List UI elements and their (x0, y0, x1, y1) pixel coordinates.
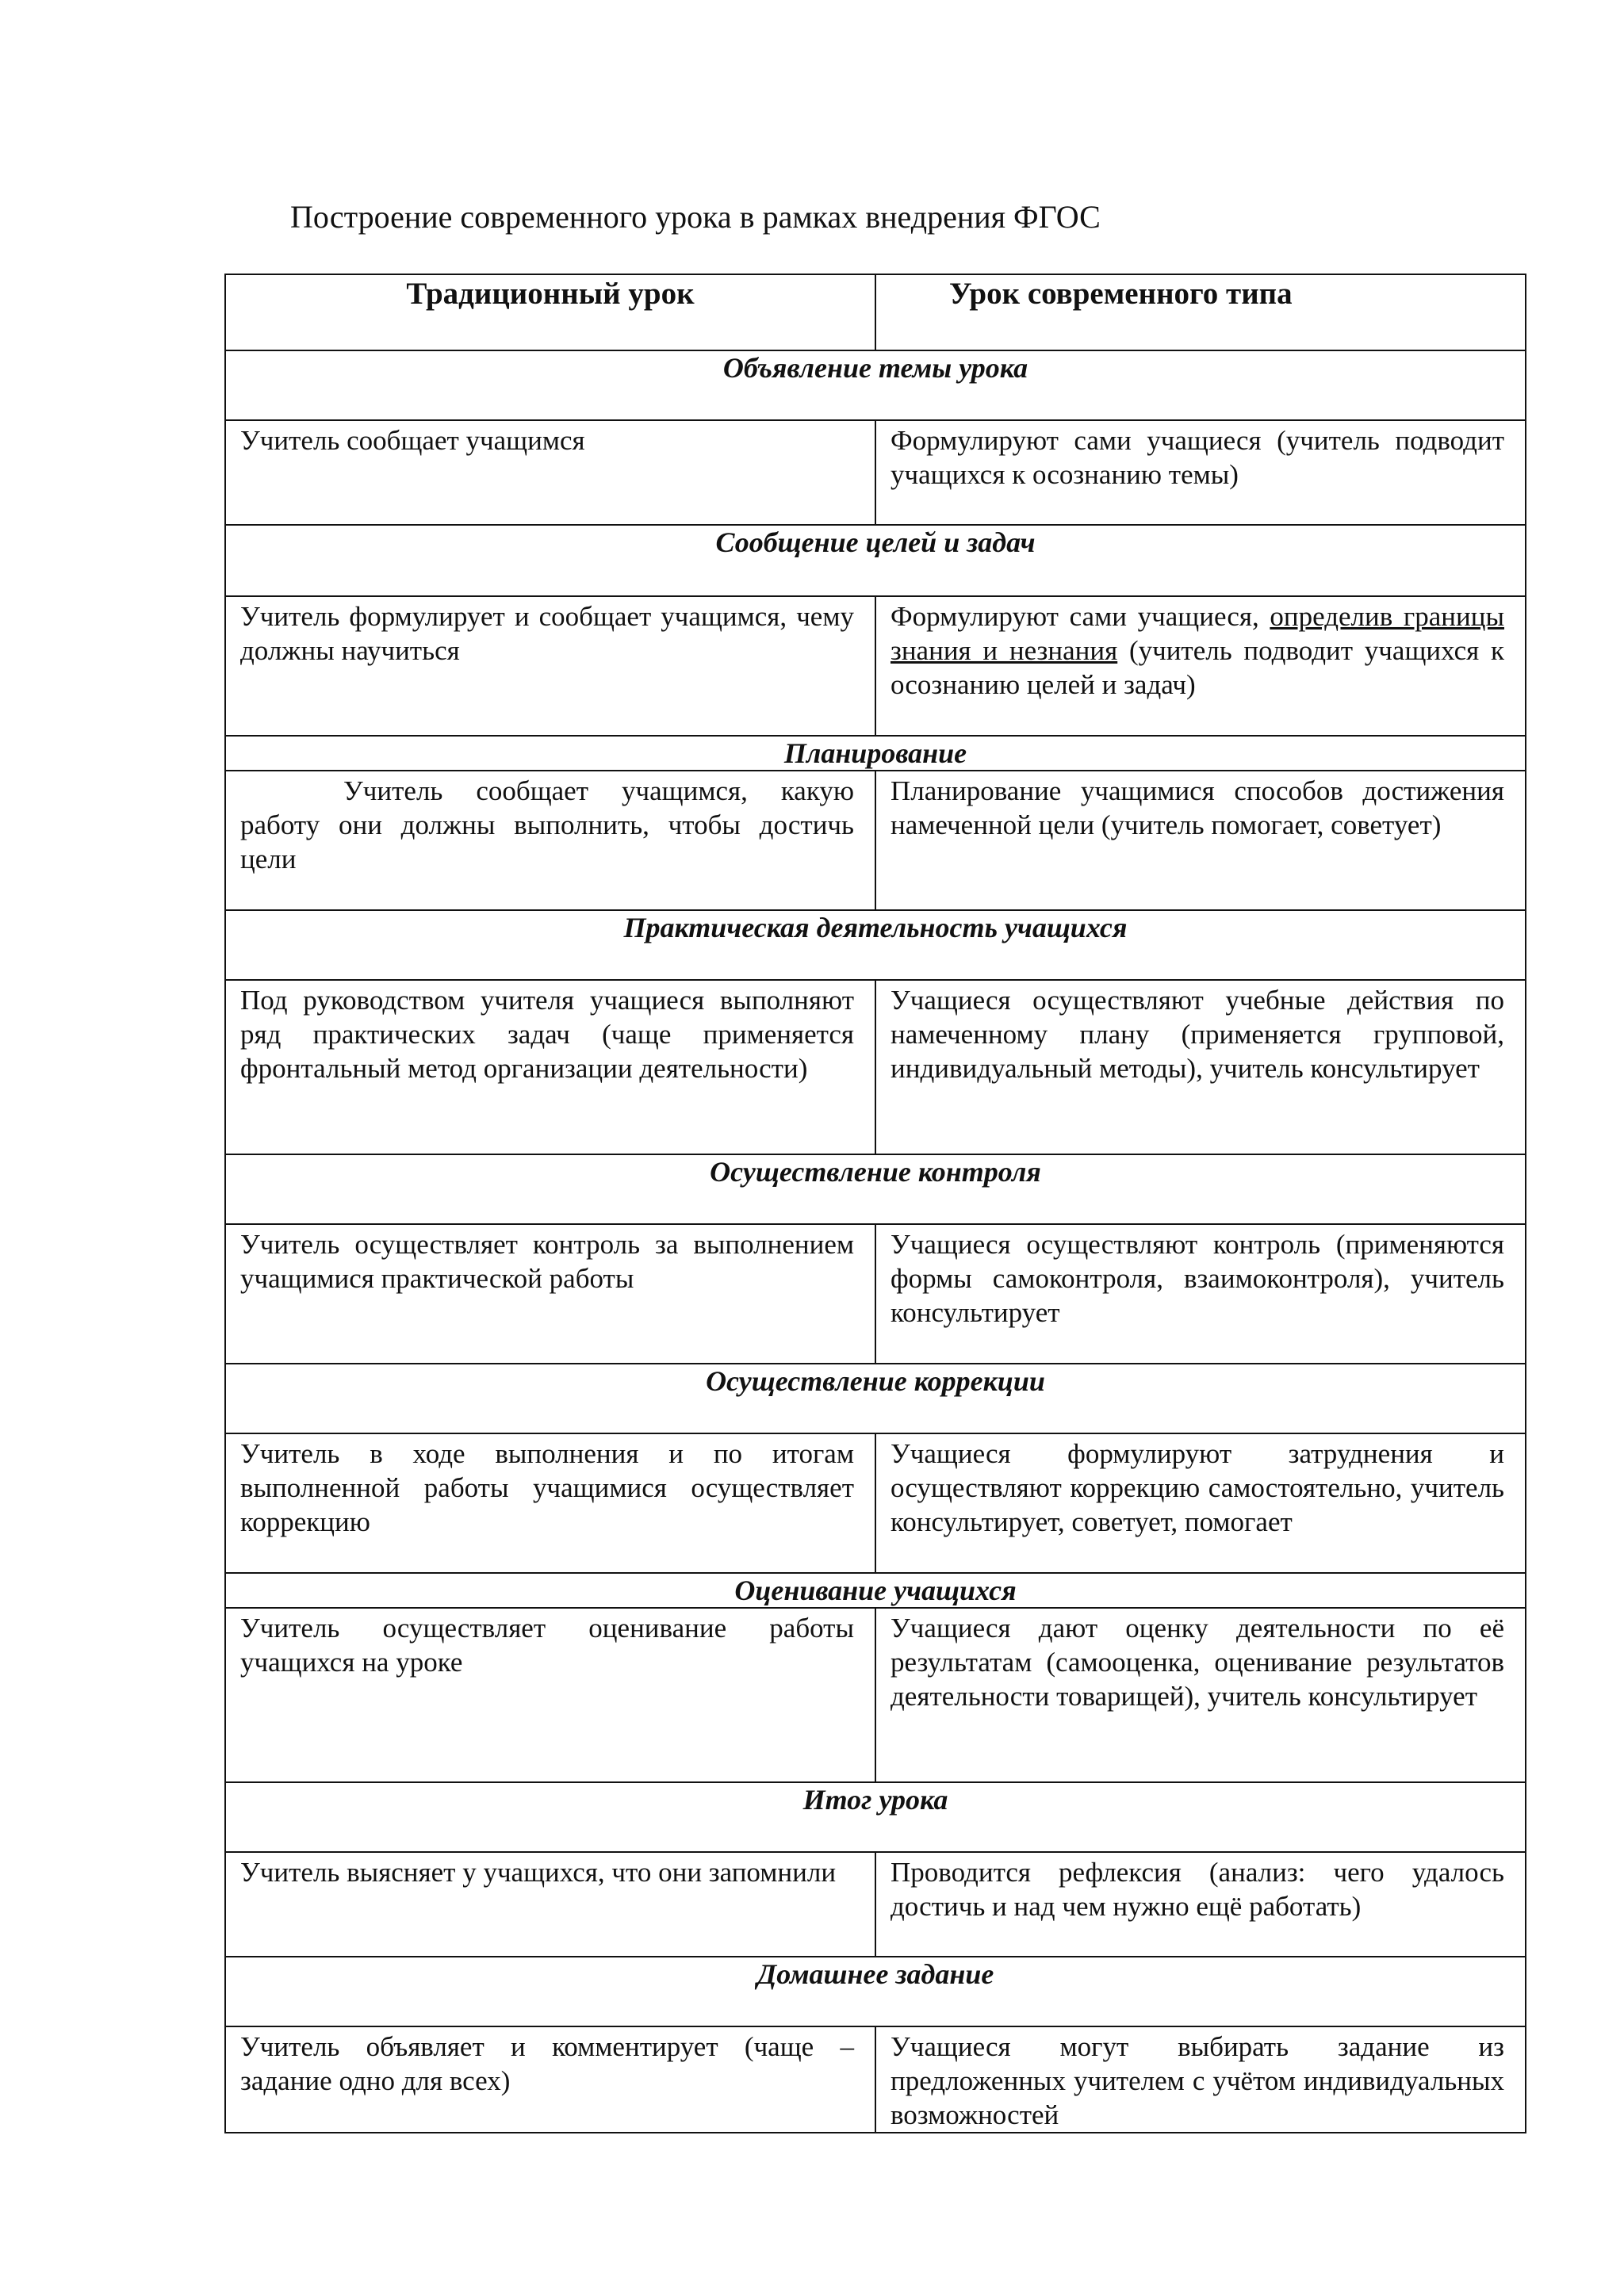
section-title: Осуществление коррекции (225, 1364, 1526, 1433)
section-title: Домашнее задание (225, 1957, 1526, 2026)
section-title: Осуществление контроля (225, 1154, 1526, 1224)
section-title: Оценивание учащихся (225, 1573, 1526, 1608)
modern-cell: Учащиеся осуществляют контроль (применяются формы самоконтроля, взаимоконтроля), учитель консультирует (875, 1224, 1526, 1364)
document-title: Построение современного урока в рамках внедрения ФГОС (290, 199, 1101, 235)
modern-cell: Учащиеся формулируют затруднения и осуществляют коррекцию самостоятельно, учитель консультирует, советует, помогает (875, 1433, 1526, 1573)
traditional-cell: Учитель осуществляет оценивание работы учащихся на уроке (225, 1608, 875, 1782)
table-row (225, 980, 1526, 1154)
modern-cell: Планирование учащимися способов достижения намеченной цели (учитель помогает, советует) (875, 771, 1526, 910)
modern-text: Формулируют сами учащиеся, (891, 601, 1270, 632)
table-row (225, 1433, 1526, 1573)
traditional-cell: Учитель сообщает учащимся, какую работу они должны выполнить, чтобы достичь цели (225, 771, 875, 910)
table-row (225, 1608, 1526, 1782)
section-title: Итог урока (225, 1782, 1526, 1852)
traditional-cell: Учитель формулирует и сообщает учащимся, чему должны научиться (225, 596, 875, 736)
section-title: Планирование (225, 736, 1526, 771)
modern-cell: Учащиеся дают оценку деятельности по её результатам (самооценка, оценивание результатов деятельности товарищей), учитель консультирует (875, 1608, 1526, 1782)
section-row (225, 350, 1526, 420)
table-row (225, 771, 1526, 910)
section-row (225, 1782, 1526, 1852)
modern-text: (учитель подводит учащихся к осознанию целей и задач) (891, 635, 1504, 700)
header-modern-lesson: Урок современного типа (875, 274, 1526, 350)
underlined-phrase: определив границы знания и незнания (891, 601, 1505, 666)
modern-cell: Формулируют сами учащиеся (учитель подводит учащихся к осознанию темы) (875, 420, 1526, 525)
traditional-cell: Учитель осуществляет контроль за выполнением учащимися практической работы (225, 1224, 875, 1364)
section-row (225, 736, 1526, 771)
section-row (225, 1364, 1526, 1433)
section-row (225, 910, 1526, 980)
section-title: Практическая деятельность учащихся (225, 910, 1526, 980)
table-row (225, 420, 1526, 525)
section-title: Сообщение целей и задач (225, 525, 1526, 596)
modern-cell: Учащиеся осуществляют учебные действия по намеченному плану (применяется групповой, индивидуальный методы), учитель консультирует (875, 980, 1526, 1154)
modern-cell (875, 596, 1526, 736)
traditional-cell: Учитель сообщает учащимся (225, 420, 875, 525)
table-header-row (225, 274, 1526, 350)
traditional-cell: Учитель выясняет у учащихся, что они запомнили (225, 1852, 875, 1957)
table-row (225, 2026, 1526, 2133)
section-row (225, 1957, 1526, 2026)
section-row (225, 1154, 1526, 1224)
section-title: Объявление темы урока (225, 350, 1526, 420)
traditional-cell: Учитель объявляет и комментирует (чаще – задание одно для всех) (225, 2026, 875, 2133)
table-row (225, 1224, 1526, 1364)
header-traditional-lesson: Традиционный урок (225, 274, 875, 350)
section-row (225, 525, 1526, 596)
table-row (225, 1852, 1526, 1957)
section-row (225, 1573, 1526, 1608)
traditional-cell: Под руководством учителя учащиеся выполняют ряд практических задач (чаще применяется фронтальный метод организации деятельности) (225, 980, 875, 1154)
comparison-table (224, 274, 1526, 2133)
modern-cell: Проводится рефлексия (анализ: чего удалось достичь и над чем нужно ещё работать) (875, 1852, 1526, 1957)
modern-cell: Учащиеся могут выбирать задание из предложенных учителем с учётом индивидуальных возможностей (875, 2026, 1526, 2133)
traditional-cell: Учитель в ходе выполнения и по итогам выполненной работы учащимися осуществляет коррекцию (225, 1433, 875, 1573)
table-row (225, 596, 1526, 736)
